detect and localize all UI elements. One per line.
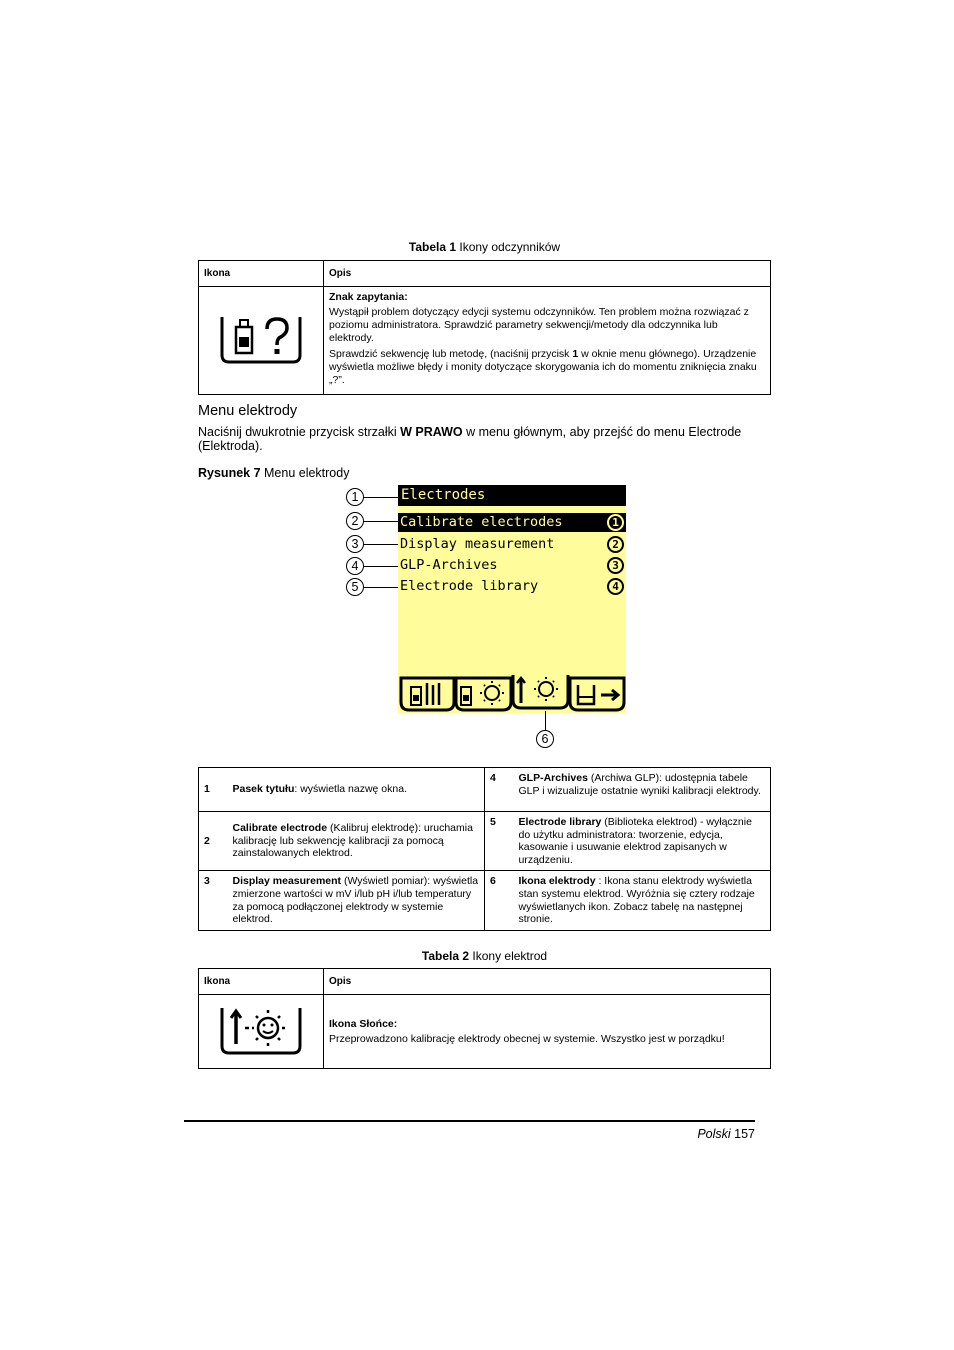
number-badge: 4 [607,578,624,595]
sun-text: Przeprowadzono kalibrację elektrody obecnej w systemie. Wszystko jest w porządku! [329,1032,725,1045]
callout-line [364,566,398,567]
legend-num: 6 [485,871,514,930]
legend-text: Electrode library (Biblioteka elektrod) - wyłącznie do użytku administratora: tworzenie, edycja, kasowanie i usuwanie elektrod zapisanych w urządzeniu. [514,812,771,871]
callout-1: 1 [346,488,364,506]
menu-item-library[interactable]: Electrode library 4 [398,577,626,596]
table2-col-icon: Ikona [199,969,324,995]
legend-num: 3 [199,871,228,930]
device-screen [398,485,626,713]
question-mark-icon-cell [199,287,324,395]
table1-col-desc: Opis [324,261,771,287]
screen-title-bar: Electrodes [398,485,626,506]
sun-icon-cell [199,995,324,1069]
page-footer: Polski 157 [697,1127,755,1141]
callout-4: 4 [346,557,364,575]
table1-col-icon: Ikona [199,261,324,287]
menu-item-calibrate[interactable]: Calibrate electrodes 1 [398,513,626,532]
legend-text: Display measurement (Wyświetl pomiar): wyświetla zmierzone wartości w mV i/lub pH i/lub temperatury za pomocą podłączonej elektrody w systemie elektrod. [228,871,485,930]
legend-table [198,767,771,931]
legend-text: GLP-Archives (Archiwa GLP): udostępnia tabele GLP i wizualizuje ostatnie wyniki kalibracji elektrody. [514,768,771,812]
footer-rule [184,1120,755,1122]
section-intro: Naciśnij dwukrotnie przycisk strzałki W PRAWO w menu głównym, aby przejść do menu Electrode (Elektroda). [198,425,742,453]
reagent-question-icon [219,313,303,365]
tab-beaker-arrow-icon[interactable] [570,678,624,710]
callout-line [364,497,398,498]
table1 [198,260,771,395]
legend-num: 5 [485,812,514,871]
callout-3: 3 [346,535,364,553]
question-para1: Wystąpił problem dotyczący edycji systemu odczynników. Ten problem można rozwiązać z poziomu administratora. Sprawdzić parametry sekwencji/metody dla odczynnika lub elektrody. [329,306,749,344]
tab-reagent-sun-icon[interactable] [456,678,511,710]
menu-item-glp[interactable]: GLP-Archives 3 [398,556,626,575]
number-badge: 2 [607,536,624,553]
legend-text: Calibrate electrode (Kalibruj elektrodę): uruchamia kalibrację lub sekwencję kalibracji za pomocą zainstalowanych elektrod. [228,812,485,871]
table2-caption: Tabela 2 Ikony elektrod [421,949,548,963]
number-badge: 1 [607,514,624,531]
tab-electrode-sun-icon[interactable] [513,675,568,708]
question-para2: Sprawdzić sekwencję lub metodę, (naciśnij przycisk 1 w oknie menu głównego). Urządzenie wyświetla możliwe błędy i monity dotyczące skorygowania ich do momentu zniknięcia znaku „?”. [329,348,757,386]
electrode-sun-icon [219,1004,303,1056]
legend-num: 4 [485,768,514,812]
table1-caption: Tabela 1 Ikony odczynników [408,240,561,254]
menu-item-display[interactable]: Display measurement 2 [398,535,626,554]
callout-6: 6 [536,730,554,748]
figure-caption: Rysunek 7 Menu elektrody [198,466,350,480]
number-badge: 3 [607,557,624,574]
callout-line [364,521,398,522]
callout-5: 5 [346,578,364,596]
legend-text: Pasek tytułu: wyświetla nazwę okna. [228,768,485,812]
legend-num: 2 [199,812,228,871]
table2 [198,968,771,1069]
sun-label: Ikona Słońce: [329,1017,398,1030]
tab-reagent-electrode-icon[interactable] [401,678,454,710]
table1-desc-cell [324,287,771,395]
callout-line [364,587,398,588]
table2-col-desc: Opis [324,969,771,995]
legend-text: Ikona elektrody : Ikona stanu elektrody wyświetla stan systemu elektrod. Wyróżnia się cztery rodzaje wyświetlanych ikon. Zobacz tabelę na następnej stronie. [514,871,771,930]
question-label: Znak zapytania: [329,291,408,303]
callout-2: 2 [346,512,364,530]
callout-line [545,711,546,730]
legend-num: 1 [199,768,228,812]
callout-line [364,544,398,545]
table2-desc-cell [324,995,771,1069]
screen-tab-bar [398,675,626,713]
section-heading: Menu elektrody [198,403,298,419]
